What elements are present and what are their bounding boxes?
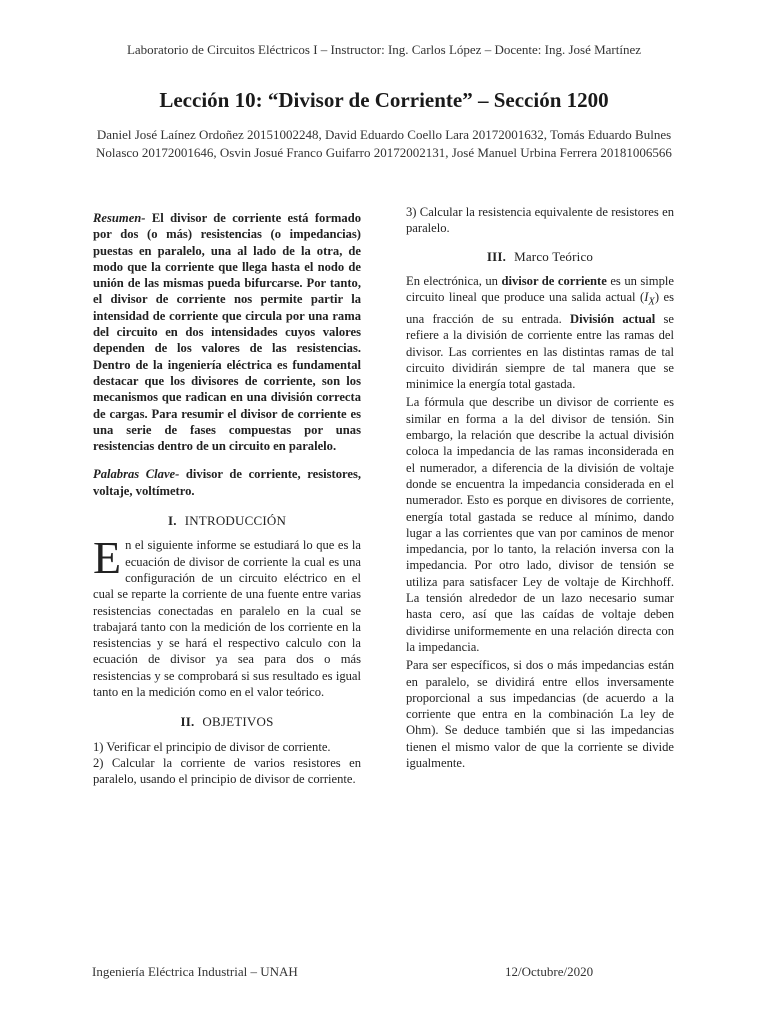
running-header: Laboratorio de Circuitos Eléctricos I – Instructor: Ing. Carlos López – Docente: Ing. José Martínez <box>126 42 642 57</box>
drop-cap: E <box>93 532 122 584</box>
current-symbol <box>644 290 655 308</box>
footer-date: 12/Octubre/2020 <box>505 964 594 979</box>
introduction-paragraph <box>93 532 361 700</box>
theory-paragraph-2: La fórmula que describe un divisor de corriente es similar en forma a la del divisor de tensión. Sin embargo, la relación que describe la actual división coloca la impedancia de las ramas inconsiderada en el numerador, a diferencia de la división de voltaje donde se encuentra la impedancia considerada en el numerador. Esto es porque en divisores de corriente, energía total gastada se reduce al mínimo, dando lugar a las corrientes que van por caminos de menor impedancia, por lo tanto, la relación inversa con la impedancia. Por otro lado, divisor de tensión se utiliza para satisfacer Ley de voltaje de Kirchhoff. La tensión alrededor de un lazo necesario sumar hasta cero, así que las caídas de voltaje deben dividirse uniformemente en una relación directa con la impedancia. <box>406 395 674 654</box>
section-heading-theory <box>406 249 674 265</box>
current-symbol-subscript: X <box>648 296 655 308</box>
section-number: I. <box>167 513 177 529</box>
abstract <box>93 210 361 454</box>
right-column <box>406 204 674 771</box>
section-title: Marco Teórico <box>514 248 594 264</box>
keywords-text: divisor de corriente, resistores, voltaje, voltímetro. <box>93 467 361 498</box>
theory-paragraph-1 <box>406 273 674 393</box>
author-list: Daniel José Laínez Ordoñez 20151002248, David Eduardo Coello Lara 20172001632, Tomás Eduardo Bulnes Nolasco 20172001646, Osvin Josué Franco Guifarro 20172002131, José Manuel Urbina Ferrera 20181006566 <box>96 127 672 160</box>
section-title: OBJETIVOS <box>202 714 274 730</box>
objective-item: 1) Verificar el principio de divisor de corriente. <box>93 739 331 754</box>
current-symbol-letter: I <box>644 290 649 305</box>
section-heading-introduction <box>93 513 361 529</box>
abstract-text: El divisor de corriente está formado por dos (o más) resistencias (o impedancias) puestas en paralelo, una al lado de la otra, de modo que la corriente que llega hasta el nodo de unión de las mismas pueda bifurcarse. Por tanto, el divisor de corriente nos permite partir la intensidad de corriente que circula por una rama del circuito en dos intensidades cuyos valores dependen de los valores de las resistencias. Dentro de la ingeniería eléctrica es fundamental destacar que los divisores de corriente, son los mecanismos que radican en una división correcta de cargas. Para resumir el divisor de corriente es una serie de fases compuestas por unas resistencias dentro de un circuito en paralelo. <box>93 211 361 454</box>
theory-paragraph-3: Para ser específicos, si dos o más impedancias están en paralelo, se dividirá entre ellos inversamente proporcional a sus impedancias (de acuerdo a la corriente que entra en la combinación La ley de Ohm). Se deduce también que si las impedancias tienen el mismo valor de que la corriente se divide igualmente. <box>406 658 674 771</box>
term-division-actual: División actual <box>570 312 656 326</box>
term-divisor-de-corriente: divisor de corriente <box>501 273 607 288</box>
introduction-text: n el siguiente informe se estudiará lo que es la ecuación de divisor de corriente la cual es una configuración de un circuito eléctrico en el cual se reparte la corriente de una fuente entre varias resistencias conectadas en paralelo en la cual se trabajará tanto con la medición de los corriente en la resistencias y se hará el respectivo calculo con la ecuación de divisor ya sea para dos o más resistencias y se comprobará si sus resultado es igual tanto en la medición como en el valor teórico. <box>93 538 361 700</box>
keywords-lead: Palabras Clave- <box>93 467 180 482</box>
section-number: II. <box>180 714 195 730</box>
text-run: se refiere a la división de corriente entre las ramas del divisor. Las corrientes en las distintas ramas de tal circuito dividirán siempre de tal manera que se minimice la energía total gastada. <box>406 312 674 392</box>
left-column <box>93 210 361 788</box>
objective-item: 2) Calcular la corriente de varios resistores en paralelo, usando el principio de divisor de corriente. <box>93 755 361 787</box>
footer-affiliation: Ingeniería Eléctrica Industrial – UNAH <box>92 964 298 979</box>
section-title: INTRODUCCIÓN <box>184 513 287 529</box>
objective-item: 3) Calcular la resistencia equivalente de resistores en paralelo. <box>406 205 674 236</box>
paper-title: Lección 10: “Divisor de Corriente” – Sección 1200 <box>159 88 609 112</box>
section-heading-objectives <box>93 714 361 730</box>
text-run: es un simple circuito lineal que produce una salida actual ( <box>406 273 674 305</box>
text-run: En electrónica, un <box>406 273 502 288</box>
keywords <box>93 466 361 499</box>
text-run: ) es una fracción de su entrada. <box>406 290 674 326</box>
abstract-lead: Resumen- <box>93 211 146 225</box>
section-number: III. <box>486 248 507 264</box>
